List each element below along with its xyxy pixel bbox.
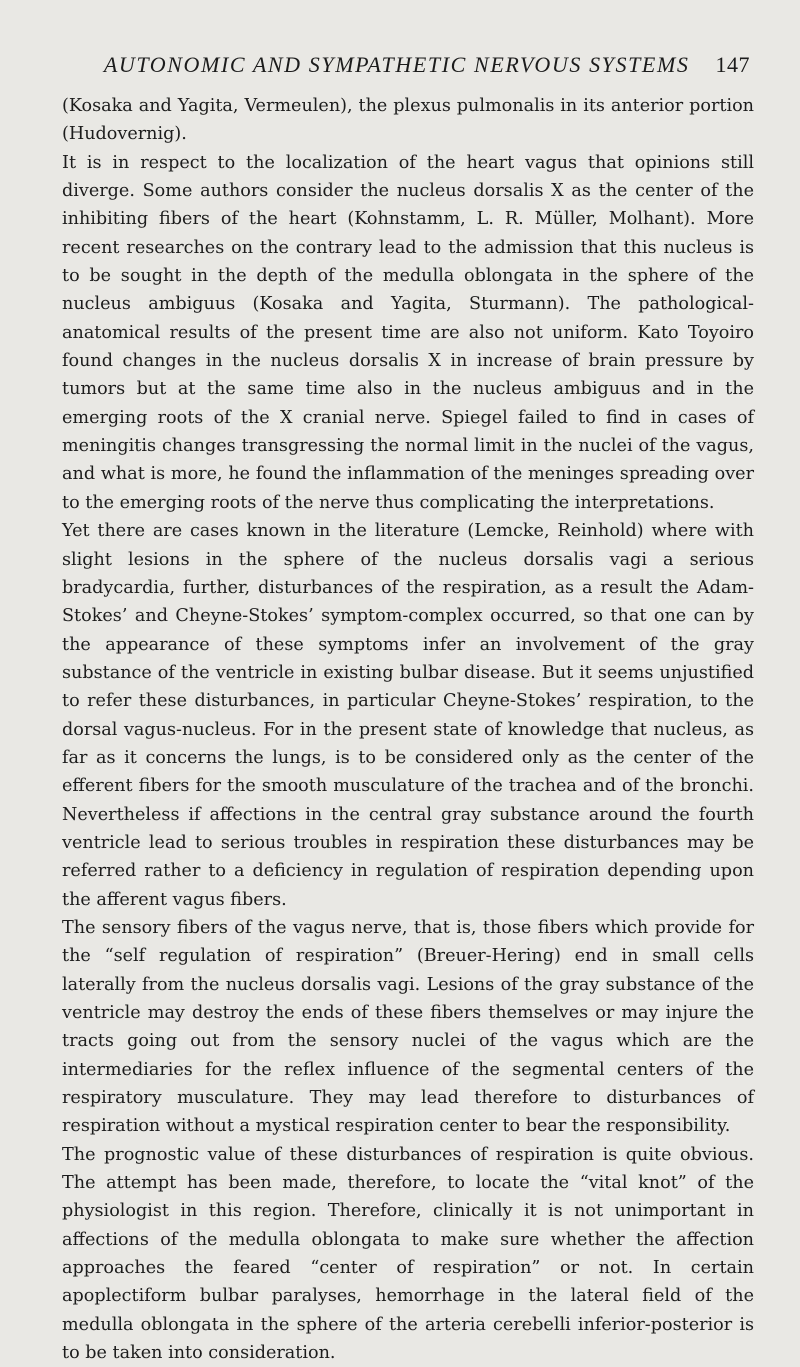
page-header <box>62 52 754 82</box>
paragraph-literature-cases: Yet there are cases known in the literature (Lemcke, Reinhold) where with slight lesions in the sphere of the nucleus dorsalis vagi a serious bradycardia, further, disturbances of the respiration, as a result the Adam-Stokes’ and Cheyne-Stokes’ symptom-complex occurred, so that one can by the appearance of these symptoms infer an involvement of the gray substance of the ventricle in existing bulbar disease. But it seems unjustified to refer these disturbances, in particular Cheyne-Stokes’ respiration, to the dorsal vagus-nucleus. For in the present state of knowledge that nucleus, as far as it concerns the lungs, is to be considered only as the center of the efferent fibers for the smooth musculature of the trachea and of the bronchi. Nevertheless if affections in the central gray substance around the fourth ventricle lead to serious troubles in respiration these disturbances may be referred rather to a deficiency in regulation of respiration depending upon the afferent vagus fibers. <box>62 521 754 910</box>
body-text <box>62 92 754 1367</box>
paragraph-sensory-fibers: The sensory fibers of the vagus nerve, that is, those fibers which provide for the “self regulation of respiration” (Breuer-Hering) end in small cells laterally from the nucleus dorsalis vagi. Lesions of the gray substance of the ventricle may destroy the ends of these fibers themselves or may injure the tracts going out from the sensory nuclei of the vagus which are the intermediaries for the reflex influence of the segmental centers of the respiratory musculature. They may lead therefore to disturbances of respiration without a mystical respiration center to bear the responsibility. <box>62 917 754 1137</box>
paragraph-prognostic-value: The prognostic value of these disturbances of respiration is quite obvious. The attempt has been made, therefore, to locate the “vital knot” of the physiologist in this region. Therefore, clinically it is not unimportant in affections of the medulla oblongata to make sure whether the affection approaches the feared “center of respiration” or not. In certain apoplectiform bulbar paralyses, hemorrhage in the lateral field of the medulla oblongata in the sphere of the arteria cerebelli inferior-posterior is to be taken into consideration. <box>62 1144 754 1364</box>
paragraph-heart-vagus-localization: It is in respect to the localization of the heart vagus that opinions still diverge. Some authors consider the nucleus dorsalis X as the center of the inhibiting fibers of the heart (Kohnstamm, L. R. Müller, Molhant). More recent researches on the contrary lead to the admission that this nucleus is to be sought in the depth of the medulla oblongata in the sphere of the nucleus ambiguus (Kosaka and Yagita, Sturmann). The pathological-anatomical results of the present time are also not uniform. Kato Toyoiro found changes in the nucleus dorsalis X in increase of brain pressure by tumors but at the same time also in the nucleus ambiguus and in the emerging roots of the X cranial nerve. Spiegel failed to find in cases of meningitis changes transgressing the normal limit in the nuclei of the vagus, and what is more, he found the inflammation of the meninges spreading over to the emerging roots of the nerve thus complicating the interpretations. <box>62 152 754 513</box>
running-head: AUTONOMIC AND SYMPATHETIC NERVOUS SYSTEMS <box>103 52 690 77</box>
page-number: 147 <box>715 52 750 77</box>
paragraph-continued: (Kosaka and Yagita, Vermeulen), the plexus pulmonalis in its anterior portion (Hudovernig). <box>62 96 754 145</box>
